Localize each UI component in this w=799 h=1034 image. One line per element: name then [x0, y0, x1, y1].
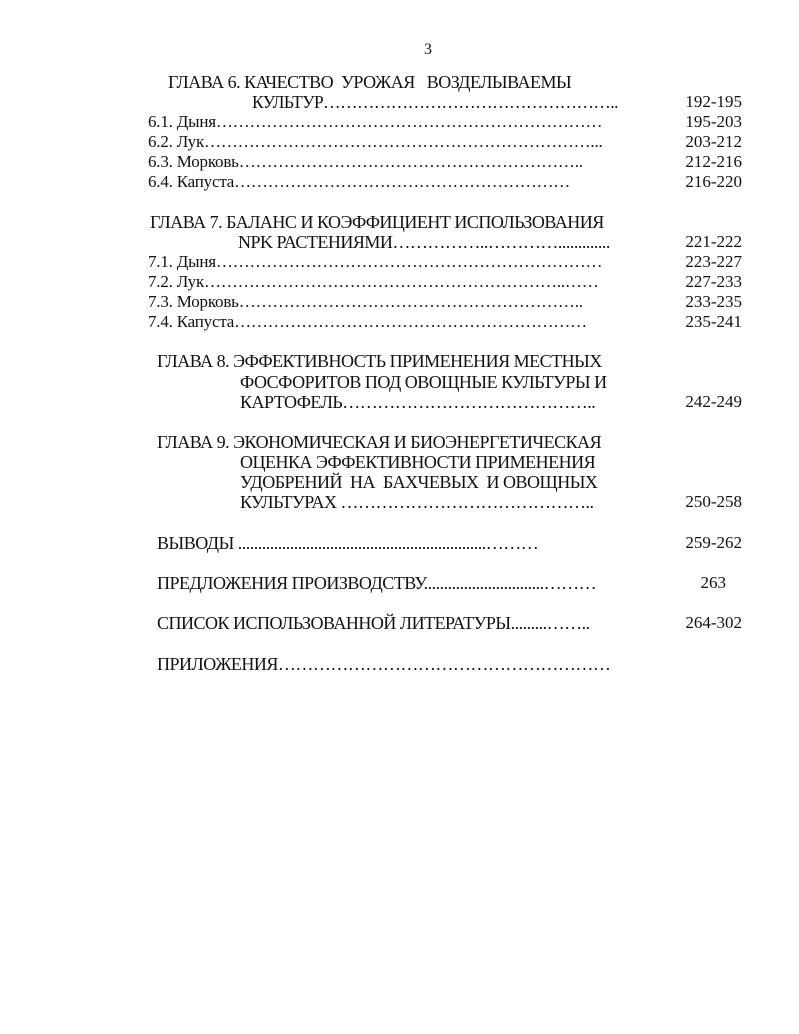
toc-item: 6.3. Морковь…………………………………………………….. — [148, 152, 583, 171]
toc-item-pages: 212-216 — [685, 152, 742, 171]
conclusions-entry: ВЫВОДЫ ..............................................................……… — [157, 533, 539, 553]
toc-item-pages: 216-220 — [685, 172, 742, 191]
toc-item: 6.4. Капуста…………………………………………………… — [148, 172, 571, 191]
page-number: 3 — [424, 41, 432, 58]
chapter-6-title-cont: КУЛЬТУР…………………………………………….. — [252, 92, 619, 112]
toc-item-pages: 227-233 — [685, 272, 742, 291]
appendices-entry: ПРИЛОЖЕНИЯ………………………………………………… — [157, 654, 611, 674]
toc-item: 7.3. Морковь…………………………………………………….. — [148, 292, 583, 311]
chapter-8-title-cont: КАРТОФЕЛЬ…………………………………….. — [240, 392, 596, 412]
chapter-7-title-cont: NPK РАСТЕНИЯМИ……………..…………............. — [238, 232, 610, 252]
toc-item: 7.2. Лук………………………………………………………..…… — [148, 272, 599, 291]
toc-item: 7.4. Капуста……………………………………………………… — [148, 312, 587, 331]
toc-item: 7.1. Дыня…………………………………………………………… — [148, 252, 603, 271]
toc-item-pages: 203-212 — [685, 132, 742, 151]
chapter-8-title-cont: ФОСФОРИТОВ ПОД ОВОЩНЫЕ КУЛЬТУРЫ И — [240, 372, 607, 392]
conclusions-pages: 259-262 — [685, 533, 742, 552]
chapter-7-pages: 221-222 — [685, 232, 742, 251]
chapter-9-title-cont: КУЛЬТУРАХ …………………………………….. — [240, 492, 594, 512]
chapter-9-pages: 250-258 — [685, 492, 742, 511]
chapter-9-title-cont: УДОБРЕНИЙ НА БАХЧЕВЫХ И ОВОЩНЫХ — [240, 472, 598, 492]
chapter-6-pages: 192-195 — [685, 92, 742, 111]
references-entry: СПИСОК ИСПОЛЬЗОВАННОЙ ЛИТЕРАТУРЫ.........…….. — [157, 613, 590, 633]
references-pages: 264-302 — [685, 613, 742, 632]
chapter-6-title: ГЛАВА 6. КАЧЕСТВО УРОЖАЯ ВОЗДЕЛЫВАЕМЫ — [168, 72, 572, 92]
chapter-8-title: ГЛАВА 8. ЭФФЕКТИВНОСТЬ ПРИМЕНЕНИЯ МЕСТНЫХ — [157, 351, 602, 371]
toc-item: 6.2. Лук……………………………………………………………... — [148, 132, 603, 151]
chapter-9-title: ГЛАВА 9. ЭКОНОМИЧЕСКАЯ И БИОЭНЕРГЕТИЧЕСКАЯ — [157, 432, 602, 452]
chapter-9-title-cont: ОЦЕНКА ЭФФЕКТИВНОСТИ ПРИМЕНЕНИЯ — [240, 452, 596, 472]
proposals-pages: 263 — [700, 573, 726, 592]
proposals-entry: ПРЕДЛОЖЕНИЯ ПРОИЗВОДСТВУ..............................……… — [157, 573, 597, 593]
toc-item-pages: 195-203 — [685, 112, 742, 131]
toc-item-pages: 223-227 — [685, 252, 742, 271]
toc-item-pages: 235-241 — [685, 312, 742, 331]
chapter-7-title: ГЛАВА 7. БАЛАНС И КОЭФФИЦИЕНТ ИСПОЛЬЗОВАНИЯ — [150, 212, 604, 232]
chapter-8-pages: 242-249 — [685, 392, 742, 411]
toc-item-pages: 233-235 — [685, 292, 742, 311]
toc-item: 6.1. Дыня…………………………………………………………… — [148, 112, 603, 131]
